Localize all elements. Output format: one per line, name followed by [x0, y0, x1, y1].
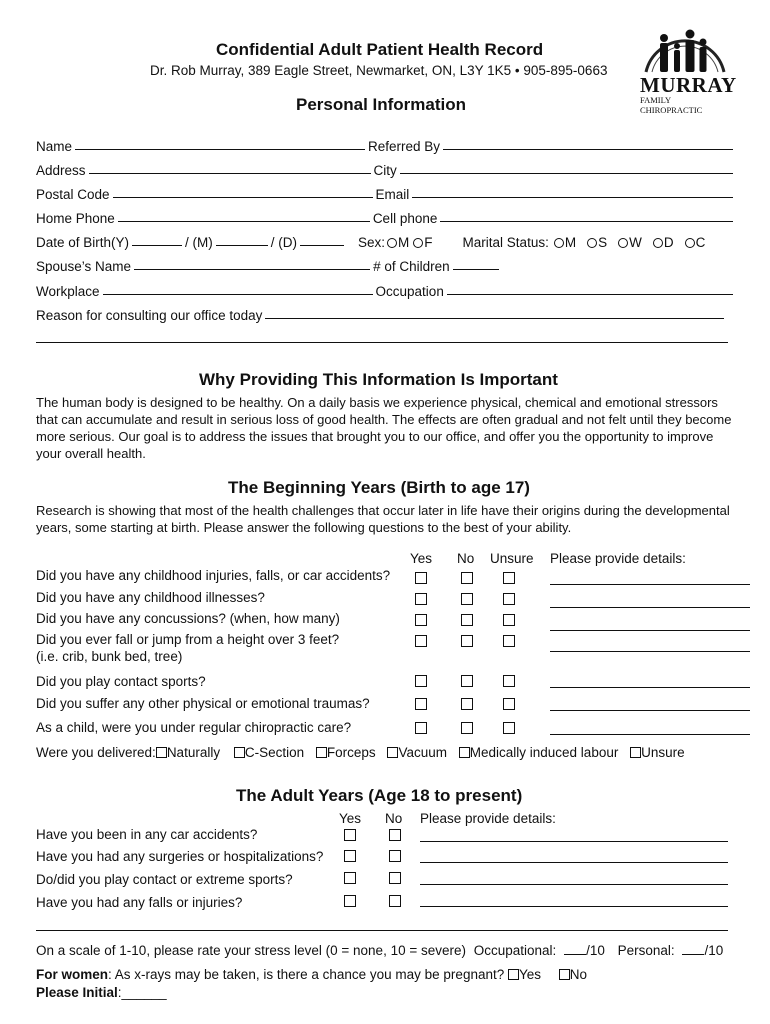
q7-unsure-checkbox[interactable]	[503, 722, 515, 734]
occupational-stress-field[interactable]	[564, 943, 586, 955]
children-label: # of Children	[373, 259, 450, 274]
question-contact-sports: Did you play contact sports?	[36, 674, 206, 689]
question-surgeries: Have you had any surgeries or hospitalizations?	[36, 849, 324, 864]
q3-details-field[interactable]	[550, 630, 750, 631]
logo-subtitle: FAMILY CHIROPRACTIC	[640, 95, 703, 115]
murray-logo	[640, 24, 737, 115]
marital-option-s[interactable]: S	[587, 235, 607, 250]
home-phone-label: Home Phone	[36, 211, 115, 226]
adult-q3-no-checkbox[interactable]	[389, 872, 401, 884]
occupation-field[interactable]	[447, 294, 733, 295]
q5-yes-checkbox[interactable]	[415, 675, 427, 687]
delivered-forceps-option[interactable]: Forceps	[316, 745, 376, 760]
q1-details-field[interactable]	[550, 584, 750, 585]
stress-question: On a scale of 1-10, please rate your stress level (0 = none, 10 = severe)	[36, 943, 466, 958]
occupational-out-of: /10	[586, 943, 605, 958]
radio-icon	[387, 238, 397, 248]
col-details: Please provide details:	[550, 551, 686, 566]
dob-day-field[interactable]	[300, 245, 344, 246]
email-field[interactable]	[412, 197, 733, 198]
question-traumas: Did you suffer any other physical or emotional traumas?	[36, 696, 370, 711]
cell-phone-label: Cell phone	[372, 211, 438, 226]
workplace-label: Workplace	[36, 284, 100, 299]
row-name-referred	[36, 136, 736, 154]
personal-out-of: /10	[704, 943, 724, 958]
adult-q1-yes-checkbox[interactable]	[344, 829, 356, 841]
row-workplace-occupation	[36, 281, 736, 299]
referred-by-label: Referred By	[368, 139, 441, 154]
adult-extra-details-field[interactable]	[36, 930, 728, 931]
delivered-csection-option[interactable]: C-Section	[234, 745, 304, 760]
row-reason	[36, 305, 736, 323]
delivered-vacuum-option[interactable]: Vacuum	[387, 745, 447, 760]
checkbox-icon	[630, 747, 641, 758]
checkbox-icon	[156, 747, 167, 758]
workplace-field[interactable]	[103, 294, 373, 295]
name-label: Name	[36, 139, 73, 154]
marital-status-label: Marital Status:	[462, 235, 549, 250]
sex-label: Sex:	[358, 235, 386, 250]
children-field[interactable]	[453, 269, 499, 270]
marital-option-m[interactable]: M	[554, 235, 576, 250]
radio-icon	[618, 238, 628, 248]
adult-col-details: Please provide details:	[420, 811, 556, 826]
q2-yes-checkbox[interactable]	[415, 593, 427, 605]
name-field[interactable]	[75, 149, 365, 150]
q4-details-field[interactable]	[550, 651, 750, 652]
spouse-name-label: Spouse’s Name	[36, 259, 132, 274]
occupational-label: Occupational:	[473, 943, 557, 958]
initial-label: Please Initial	[36, 985, 118, 1000]
q5-no-checkbox[interactable]	[461, 675, 473, 687]
q4-yes-checkbox[interactable]	[415, 635, 427, 647]
adult-q1-details-field[interactable]	[420, 841, 728, 842]
beginning-paragraph: Research is showing that most of the health challenges that occur later in life have their origins during the developmental years, some starting at birth. Please answer the following questions to the best of your ability.	[36, 503, 730, 535]
document-title: Confidential Adult Patient Health Record	[216, 40, 544, 59]
radio-icon	[587, 238, 597, 248]
postal-code-field[interactable]	[113, 197, 373, 198]
personal-stress-field[interactable]	[682, 943, 704, 955]
row-spouse-children	[36, 256, 736, 274]
pregnant-no-option[interactable]: No	[559, 967, 587, 982]
question-fall-height-examples: (i.e. crib, bunk bed, tree)	[36, 649, 183, 664]
checkbox-icon	[234, 747, 245, 758]
dob-month-field[interactable]	[216, 245, 268, 246]
q4-no-checkbox[interactable]	[461, 635, 473, 647]
question-fall-height: Did you ever fall or jump from a height over 3 feet?	[36, 632, 340, 647]
logo-name: MURRAY	[640, 73, 737, 97]
radio-icon	[554, 238, 564, 248]
cell-phone-field[interactable]	[440, 221, 733, 222]
q3-no-checkbox[interactable]	[461, 614, 473, 626]
adult-q4-no-checkbox[interactable]	[389, 895, 401, 907]
q7-no-checkbox[interactable]	[461, 722, 473, 734]
adult-q1-no-checkbox[interactable]	[389, 829, 401, 841]
row-phones	[36, 208, 736, 226]
dob-day-label: / (D)	[270, 235, 298, 250]
question-chiropractic-care: As a child, were you under regular chiropractic care?	[36, 720, 352, 735]
adult-col-no: No	[385, 811, 403, 826]
adult-q4-yes-checkbox[interactable]	[344, 895, 356, 907]
delivered-induced-option[interactable]: Medically induced labour	[459, 745, 619, 760]
col-no: No	[457, 551, 475, 566]
q2-details-field[interactable]	[550, 607, 750, 608]
q1-yes-checkbox[interactable]	[415, 572, 427, 584]
email-label: Email	[375, 187, 410, 202]
reason-field-line-2[interactable]	[36, 342, 728, 343]
dob-month-label: / (M)	[185, 235, 213, 250]
home-phone-field[interactable]	[118, 221, 370, 222]
address-label: Address	[36, 163, 86, 178]
occupation-label: Occupation	[375, 284, 444, 299]
q6-details-field[interactable]	[550, 710, 750, 711]
delivered-label: Were you delivered:	[36, 745, 156, 760]
postal-code-label: Postal Code	[36, 187, 110, 202]
question-falls-injuries: Have you had any falls or injuries?	[36, 895, 243, 910]
adult-heading: The Adult Years (Age 18 to present)	[236, 786, 523, 805]
adult-col-yes: Yes	[339, 811, 362, 826]
initial-row	[36, 985, 167, 1000]
question-concussions: Did you have any concussions? (when, how many)	[36, 611, 340, 626]
q6-yes-checkbox[interactable]	[415, 698, 427, 710]
row-address-city	[36, 160, 736, 178]
adult-q2-no-checkbox[interactable]	[389, 850, 401, 862]
q3-unsure-checkbox[interactable]	[503, 614, 515, 626]
family-silhouette-icon	[640, 24, 730, 74]
sex-option-m[interactable]: M	[387, 235, 409, 250]
stress-row	[36, 943, 723, 958]
city-label: City	[373, 163, 397, 178]
q1-no-checkbox[interactable]	[461, 572, 473, 584]
q2-unsure-checkbox[interactable]	[503, 593, 515, 605]
delivered-row	[36, 745, 685, 760]
adult-q4-details-field[interactable]	[420, 906, 728, 907]
checkbox-icon	[508, 969, 519, 980]
q2-no-checkbox[interactable]	[461, 593, 473, 605]
q1-unsure-checkbox[interactable]	[503, 572, 515, 584]
question-childhood-illnesses: Did you have any childhood illnesses?	[36, 590, 265, 605]
q6-no-checkbox[interactable]	[461, 698, 473, 710]
q3-yes-checkbox[interactable]	[415, 614, 427, 626]
checkbox-icon	[559, 969, 570, 980]
spouse-name-field[interactable]	[134, 269, 370, 270]
q7-details-field[interactable]	[550, 734, 750, 735]
q4-unsure-checkbox[interactable]	[503, 635, 515, 647]
checkbox-icon	[316, 747, 327, 758]
row-postal-email	[36, 184, 736, 202]
practice-address: Dr. Rob Murray, 389 Eagle Street, Newmarket, ON, L3Y 1K5 • 905-895-0663	[150, 63, 608, 78]
address-field[interactable]	[89, 173, 371, 174]
checkbox-icon	[387, 747, 398, 758]
q7-yes-checkbox[interactable]	[415, 722, 427, 734]
question-extreme-sports: Do/did you play contact or extreme sports?	[36, 872, 293, 887]
marital-option-d[interactable]: D	[653, 235, 674, 250]
why-heading: Why Providing This Information Is Important	[199, 370, 558, 389]
personal-heading: Personal Information	[296, 95, 467, 114]
question-childhood-injuries: Did you have any childhood injuries, falls, or car accidents?	[36, 568, 391, 583]
q6-unsure-checkbox[interactable]	[503, 698, 515, 710]
delivered-naturally-option[interactable]: Naturally	[156, 745, 220, 760]
marital-option-w[interactable]: W	[618, 235, 642, 250]
q5-unsure-checkbox[interactable]	[503, 675, 515, 687]
radio-icon	[413, 238, 423, 248]
dob-year-label: Date of Birth(Y)	[36, 235, 130, 250]
adult-q3-yes-checkbox[interactable]	[344, 872, 356, 884]
dob-year-field[interactable]	[132, 245, 182, 246]
city-field[interactable]	[400, 173, 733, 174]
why-paragraph: The human body is designed to be healthy. On a daily basis we experience physical, chemical and emotional stressors that can accumulate and result in serious loss of good health. The effects are often gradual and not felt until they become more serious. Our goal is to address the issues that brought you to our office, and offer you the opportunity to improve your overall health.	[36, 395, 732, 461]
q5-details-field[interactable]	[550, 687, 750, 688]
col-unsure: Unsure	[490, 551, 534, 566]
sex-option-f[interactable]: F	[413, 235, 432, 250]
radio-icon	[685, 238, 695, 248]
adult-q2-details-field[interactable]	[420, 862, 728, 863]
for-women-label: For women	[36, 967, 109, 982]
col-yes: Yes	[410, 551, 433, 566]
women-row	[36, 967, 587, 982]
pregnant-yes-option[interactable]: Yes	[508, 967, 541, 982]
reason-field[interactable]	[265, 318, 724, 319]
adult-q3-details-field[interactable]	[420, 884, 728, 885]
initial-field[interactable]: :______	[117, 985, 167, 1000]
beginning-heading: The Beginning Years (Birth to age 17)	[228, 478, 530, 497]
adult-q2-yes-checkbox[interactable]	[344, 850, 356, 862]
row-dob-sex-marital	[36, 232, 736, 250]
radio-icon	[653, 238, 663, 248]
checkbox-icon	[459, 747, 470, 758]
question-car-accidents: Have you been in any car accidents?	[36, 827, 258, 842]
referred-by-field[interactable]	[443, 149, 733, 150]
marital-option-c[interactable]: C	[685, 235, 706, 250]
personal-label: Personal:	[617, 943, 675, 958]
reason-label: Reason for consulting our office today	[36, 308, 263, 323]
pregnancy-question: : As x-rays may be taken, is there a chance you may be pregnant?	[108, 967, 505, 982]
delivered-unsure-option[interactable]: Unsure	[630, 745, 685, 760]
